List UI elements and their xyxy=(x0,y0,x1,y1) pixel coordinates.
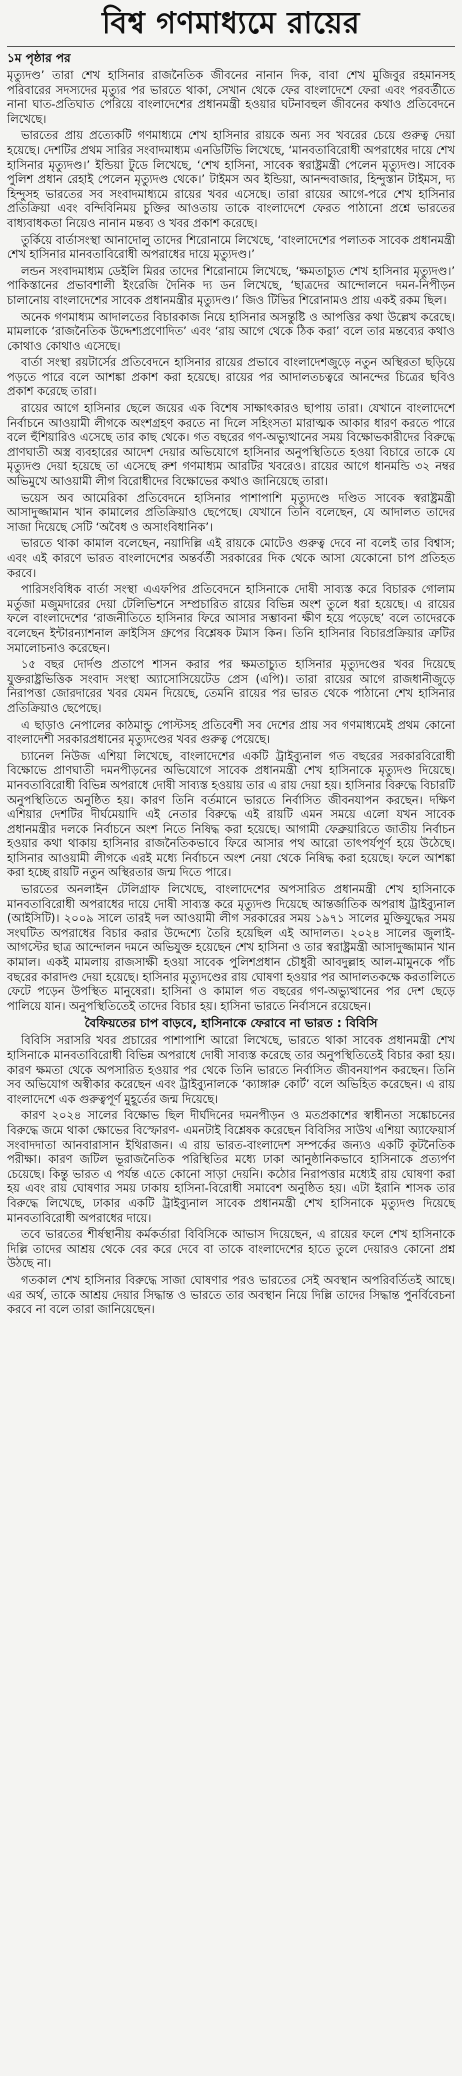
headline: বিশ্ব গণমাধ্যমে রায়ের xyxy=(101,6,361,41)
article-paragraph: ভয়েস অব আমেরিকা প্রতিবেদনে হাসিনার পাশাপাশি মৃত্যুদণ্ডে দণ্ডিত সাবেক স্বরাষ্ট্রমন্ত্রী আসাদুজ্জামান খান কামালের প্রতিক্রিয়াও ছেপেছে। যেখানে তিনি বলেছেন, যে আদালত তাদের সাজা দিয়েছে সেটি ‘অবৈধ ও অসাংবিধানিক’। xyxy=(7,490,455,534)
article-paragraph: গতকাল শেখ হাসিনার বিরুদ্ধে সাজা ঘোষণার পরও ভারতের সেই অবস্থান অপরিবর্তিতই আছে। এর অর্থ, তাকে আশ্রয় দেয়ার সিদ্ধান্ত ও ভারতে তার অবস্থান নিয়ে দিল্লি তাদের সিদ্ধান্ত পুনর্বিবেচনা করবে না বলে তারা জানিয়েছেন। xyxy=(7,1272,455,1317)
article-paragraph: চ্যানেল নিউজ এশিয়া লিখেছে, বাংলাদেশের একটি ট্রাইব্যুনাল গত বছরের সরকারবিরোধী বিক্ষোভে প্রাণঘাতী দমনপীড়নের অভিযোগে সাবেক প্রধানমন্ত্রী শেখ হাসিনাকে মৃত্যুদণ্ড দিয়েছে। মানবতাবিরোধী বিভিন্ন অপরাধে দোষী সাব্যস্ত হওয়ায় তার এ রায় দেয়া হয়। হাসিনার বিরুদ্ধে বিচারটি অনুপস্থিতিতে অনুষ্ঠিত হয়। কারণ তিনি বর্তমানে ভারতে নির্বাসিত জীবনযাপন করছেন। দক্ষিণ এশিয়ার দেশটির দীর্ঘমেয়াদি এই নেতার বিরুদ্ধে এই রায়টি এমন সময়ে এলো যখন সাবেক প্রধানমন্ত্রীর দলকে নির্বাচনে অংশ নিতে নিষিদ্ধ করা হয়েছে। আগামী ফেব্রুয়ারিতে জাতীয় নির্বাচন হওয়ার কথা থাকায় হাসিনার রাজনৈতিকভাবে ফিরে আসার পথ আরো তাৎপর্যপূর্ণ হয়ে উঠেছে। হাসিনার আওয়ামী লীগকে এরই মধ্যে নির্বাচনে অংশ নেয়া থেকে নিষিদ্ধ করা হয়েছে। ফলে আশঙ্কা করা হচ্ছে রায়টি নতুন অস্থিরতার জন্ম দিতে পারে। xyxy=(7,748,455,880)
continued-from-page-label: ১ম পৃষ্ঠার পর xyxy=(7,51,71,65)
article-paragraph: এ ছাড়াও নেপালের কাঠমান্ডু পোস্টসহ প্রতিবেশী সব দেশের প্রায় সব গণমাধ্যমেই প্রথম কোনো বাংলাদেশী সরকারপ্রধানের মৃত্যুদণ্ডের খবর গুরুত্ব পেয়েছে। xyxy=(7,717,455,747)
article-paragraph: ভারতে থাকা কামাল বলেছেন, নয়াদিল্লি এই রায়কে মোটেও গুরুত্ব দেবে না বলেই তার বিশ্বাস; এবং এই কারণে ভারত বাংলাদেশের অন্তর্বর্তী সরকারের দিক থেকে আসা যেকোনো চাপ প্রতিহত করবে। xyxy=(7,536,455,580)
subheading: বৈফিয়তের চাপ বাড়বে, হাসিনাকে ফেরাবে না ভারত : বিবিসি xyxy=(84,1016,378,1031)
article-paragraph: লন্ডন সংবাদমাধ্যম ডেইলি মিরর তাদের শিরোনামে লিখেছে, ‘ক্ষমতাচ্যুত শেখ হাসিনার মৃত্যুদণ্ড।’ পাকিস্তানের প্রভাবশালী ইংরেজি দৈনিক দ্য ডন লিখেছে, ‘ছাত্রদের আন্দোলনে দমন-নিপীড়ন চালানোয় বাংলাদেশের সাবেক প্রধানমন্ত্রীর মৃত্যুদণ্ড।’ জিও টিভির শিরোনামও প্রায় একই রকম ছিল। xyxy=(7,263,455,307)
article-paragraph: তুর্কিয়ে বার্তাসংস্থা আনাদোলু তাদের শিরোনামে লিখেছে, ‘বাংলাদেশের পলাতক সাবেক প্রধানমন্ত্রী শেখ হাসিনার মানবতাবিরোধী অপরাধের দায়ে মৃত্যুদণ্ড।’ xyxy=(7,232,455,262)
article-paragraph: রায়ের আগে হাসিনার ছেলে জয়ের এক বিশেষ সাক্ষাৎকারও ছাপায় তারা। যেখানে বাংলাদেশে নির্বাচনে আওয়ামী লীগকে অংশগ্রহণ করতে না দিলে সহিংসতা মারাত্মক আকার ধারণ করতে পারে বলে হুঁশিয়ারিও এসেছে তার কাছ থেকে। গত বছরের গণ-অভ্যুত্থানের সময় বিক্ষোভকারীদের বিরুদ্ধে প্রাণঘাতী অস্ত্র ব্যবহারের আদেশ দেয়ার অভিযোগে হাসিনার অনুপস্থিতিতে হওয়া বিচারে তাকে যে মৃত্যুদণ্ড দেয়া হয়েছে তা এসেছে রুশ গণমাধ্যম আরটির খবরেও। রায়ের আগে ধানমন্ডি ৩২ নম্বর অভিমুখে আওয়ামী লীগ বিরোধীদের বিক্ষোভের কথাও জানিয়েছে তারা। xyxy=(7,401,455,489)
news-page xyxy=(0,6,462,2076)
article-paragraph: ১৫ বছর দোর্দণ্ড প্রতাপে শাসন করার পর ক্ষমতাচ্যুত হাসিনার মৃত্যুদণ্ডের খবর দিয়েছে যুক্তরাষ্ট্রভিত্তিক সংবাদ সংস্থা অ্যাসোসিয়েটেড প্রেস (এপি)। তারা রায়ের আগে রাজধানীজুড়ে নিরাপত্তা জোরদারের খবর যেমন দিয়েছে, তেমনি রায়ের পর ভারত থেকে পাঠানো শেখ হাসিনার প্রতিক্রিয়াও ছেপেছে। xyxy=(7,657,455,715)
divider xyxy=(7,46,455,47)
article-paragraph: মৃত্যুদণ্ড’ তারা শেখ হাসিনার রাজনৈতিক জীবনের নানান দিক, বাবা শেখ মুজিবুর রহমানসহ পরিবারের সদস্যদের মৃত্যুর পর ভারতে থাকা, সেখান থেকে ফের বাংলাদেশে ফেরা এবং পরবর্তীতে নানা ঘাত-প্রতিঘাত পেরিয়ে বাংলাদেশের প্রধানমন্ত্রী হওয়ার ঘটনাবহুল জীবনের কথাও প্রতিবেদনে লিখেছে। xyxy=(7,68,455,126)
article-paragraph: তবে ভারতের শীর্ষস্থানীয় কর্মকর্তারা বিবিসিকে আভাস দিয়েছেন, এ রায়ের ফলে শেখ হাসিনাকে দিল্লি তাদের আশ্রয় থেকে বের করে দেবে বা তাকে বাংলাদেশের হাতে তুলে দেয়ারও কোনো প্রশ্ন উঠছে না। xyxy=(7,1227,455,1271)
article-paragraph: ভারতের প্রায় প্রত্যেকটি গণমাধ্যমে শেখ হাসিনার রায়কে অন্য সব খবরের চেয়ে গুরুত্ব দেয়া হয়েছে। দেশটির প্রথম সারির সংবাদমাধ্যম এনডিটিভি লিখেছে, ‘মানবতাবিরোধী অপরাধের দায়ে শেখ হাসিনার মৃত্যুদণ্ড।’ ইন্ডিয়া টুডে লিখেছে, ‘শেখ হাসিনা, সাবেক স্বরাষ্ট্রমন্ত্রী পেলেন মৃত্যুদণ্ড। সাবেক পুলিশ প্রধান রেহাই পেলেন মৃত্যুদণ্ড থেকে।’ টাইমস অব ইন্ডিয়া, আনন্দবাজার, হিন্দুস্তান টাইমস, দ্য হিন্দুসহ ভারতের সব সংবাদমাধ্যমে রায়ের খবর এসেছে। তারা রায়ের আগে-পরে শেখ হাসিনার প্রতিক্রিয়া এবং বন্দিবিনিময় চুক্তির আওতায় তাকে বাংলাদেশে ফেরত পাঠানো প্রশ্নে ভারতের বাধ্যবাধকতা নিয়েও নানান মন্তব্য ও খবর প্রকাশ করেছে। xyxy=(7,128,455,230)
article-paragraph: বিবিসি সরাসরি খবর প্রচারের পাশাপাশি আরো লিখেছে, ভারতে থাকা সাবেক প্রধানমন্ত্রী শেখ হাসিনাকে মানবতাবিরোধী বিভিন্ন অপরাধে দোষী সাব্যস্ত করেছে তার অনুপস্থিতিতেই বিচার করা হয়। কারণ ক্ষমতা থেকে অপসারিত হওয়ার পর থেকে তিনি ভারতে নির্বাসিত জীবনযাপন করছেন। তিনি সব অভিযোগ অস্বীকার করেছেন এবং ট্রাইব্যুনালকে ‘ক্যাঙ্গারু কোর্ট’ বলে অভিহিত করেছেন। এ রায় বাংলাদেশে এক গুরুত্বপূর্ণ মুহূর্তের জন্ম দিয়েছে। xyxy=(7,1033,455,1106)
article-paragraph: অনেক গণমাধ্যম আদালতের বিচারকাজ নিয়ে হাসিনার অসন্তুষ্টি ও আপত্তির কথা উল্লেখ করেছে। মামলাকে ‘রাজনৈতিক উদ্দেশ্যপ্রণোদিত’ এবং ‘রায় আগে থেকে ঠিক করা’ বলে তার মন্তব্যের কথাও কোথাও কোথাও এসেছে। xyxy=(7,309,455,353)
article-paragraph: কারণ ২০২৪ সালের বিক্ষোভ ছিল দীর্ঘদিনের দমনপীড়ন ও মতপ্রকাশের স্বাধীনতা সঙ্কোচনের বিরুদ্ধে জমে থাকা ক্ষোভের বিস্ফোরণ- এমনটাই বিশ্লেষক করেছেন বিবিসির সাউথ এশিয়া অ্যাফেয়ার্স সংবাদদাতা আনবারাসান ইথিরাজন। এ রায় ভারত-বাংলাদেশ সম্পর্কের জন্যও একটি কূটনৈতিক পরীক্ষা। কারণ জটিল ভূরাজনৈতিক পরিস্থিতির মধ্যে ঢাকা আনুষ্ঠানিকভাবে হাসিনাকে প্রত্যর্পণ চেয়েছে। কিন্তু ভারত এ পর্যন্ত এতে কোনো সাড়া দেয়নি। কঠোর নিরাপত্তার মধ্যেই রায় ঘোষণা করা হয় এবং রায় ঘোষণার সময় ঢাকায় হাসিনা-বিরোধী সমাবেশ অনুষ্ঠিত হয়। এটা ইরানি শাসক তার বিরুদ্ধে লিখেছে, ঢাকার একটি ট্রাইব্যুনাল সাবেক প্রধানমন্ত্রী শেখ হাসিনাকে মৃত্যুদণ্ড দিয়েছে মানবতাবিরোধী অপরাধের দায়ে। xyxy=(7,1108,455,1225)
article-paragraph: বার্তা সংস্থা রয়টার্সের প্রতিবেদনে হাসিনার রায়ের প্রভাবে বাংলাদেশজুড়ে নতুন অস্থিরতা ছড়িয়ে পড়তে পারে বলে আশঙ্কা প্রকাশ করা হয়েছে। রায়ের পর আদালতচত্বরে আনন্দের চিত্রের ছবিও প্রকাশ করেছে তারা। xyxy=(7,355,455,399)
article-body xyxy=(7,68,455,1317)
article-paragraph: ভারতের অনলাইন টেলিগ্রাফ লিখেছে, বাংলাদেশের অপসারিত প্রধানমন্ত্রী শেখ হাসিনাকে মানবতাবিরোধী অপরাধের দায়ে দোষী সাব্যস্ত করে মৃত্যুদণ্ড দিয়েছে আন্তর্জাতিক অপরাধ ট্রাইব্যুনাল (আইসিটি)। ২০০৯ সালে তারই দল আওয়ামী লীগ সরকারের সময় ১৯৭১ সালের মুক্তিযুদ্ধের সময় সংঘটিত অপরাধের বিচার করার উদ্দেশ্যে তৈরি হয়েছিল এই আদালত। ২০২৪ সালের জুলাই-আগস্টের ছাত্র আন্দোলন দমনে অভিযুক্ত হয়েছেন শেখ হাসিনা ও তার স্বরাষ্ট্রমন্ত্রী আসাদুজ্জামান খান কামাল। একই মামলায় রাজসাক্ষী হওয়া সাবেক পুলিশপ্রধান চৌধুরী আবদুল্লাহ আল-মামুনকে পাঁচ বছরের কারাদণ্ড দেয়া হয়েছে। হাসিনার মৃত্যুদণ্ডের রায় ঘোষণা হওয়ার পর আদালতকক্ষে করতালিতে ফেটে পড়েন উপস্থিত মানুষেরা। হাসিনা ও কামাল গত বছরের গণ-অভ্যুত্থানের পর দেশ ছেড়ে পালিয়ে যান। অনুপস্থিতিতেই তাদের বিচার হয়। হাসিনা ভারতে নির্বাসনে রয়েছেন। xyxy=(7,882,455,1013)
article-paragraph: পারিসংবিধিক বার্তা সংস্থা এএফপির প্রতিবেদনে হাসিনাকে দোষী সাব্যস্ত করে বিচারক গোলাম মর্তুজা মজুমদারের দেয়া টেলিভিশনে সম্প্রচারিত রায়ের বিভিন্ন অংশ তুলে ধরা হয়েছে। এ রায়ের ফলে বাংলাদেশের ‘রাজনীতিতে হাসিনার ফিরে আসার সম্ভাবনা ক্ষীণ হয়ে পড়েছে’ বলে তাদেরকে বলেছেন ইন্টারন্যাশনাল ক্রাইসিস গ্রুপের বিশ্লেষক টমাস কিন। তিনি হাসিনার বিচারপ্রক্রিয়ার ত্রুটির সমালোচনাও করেছেন। xyxy=(7,582,455,655)
